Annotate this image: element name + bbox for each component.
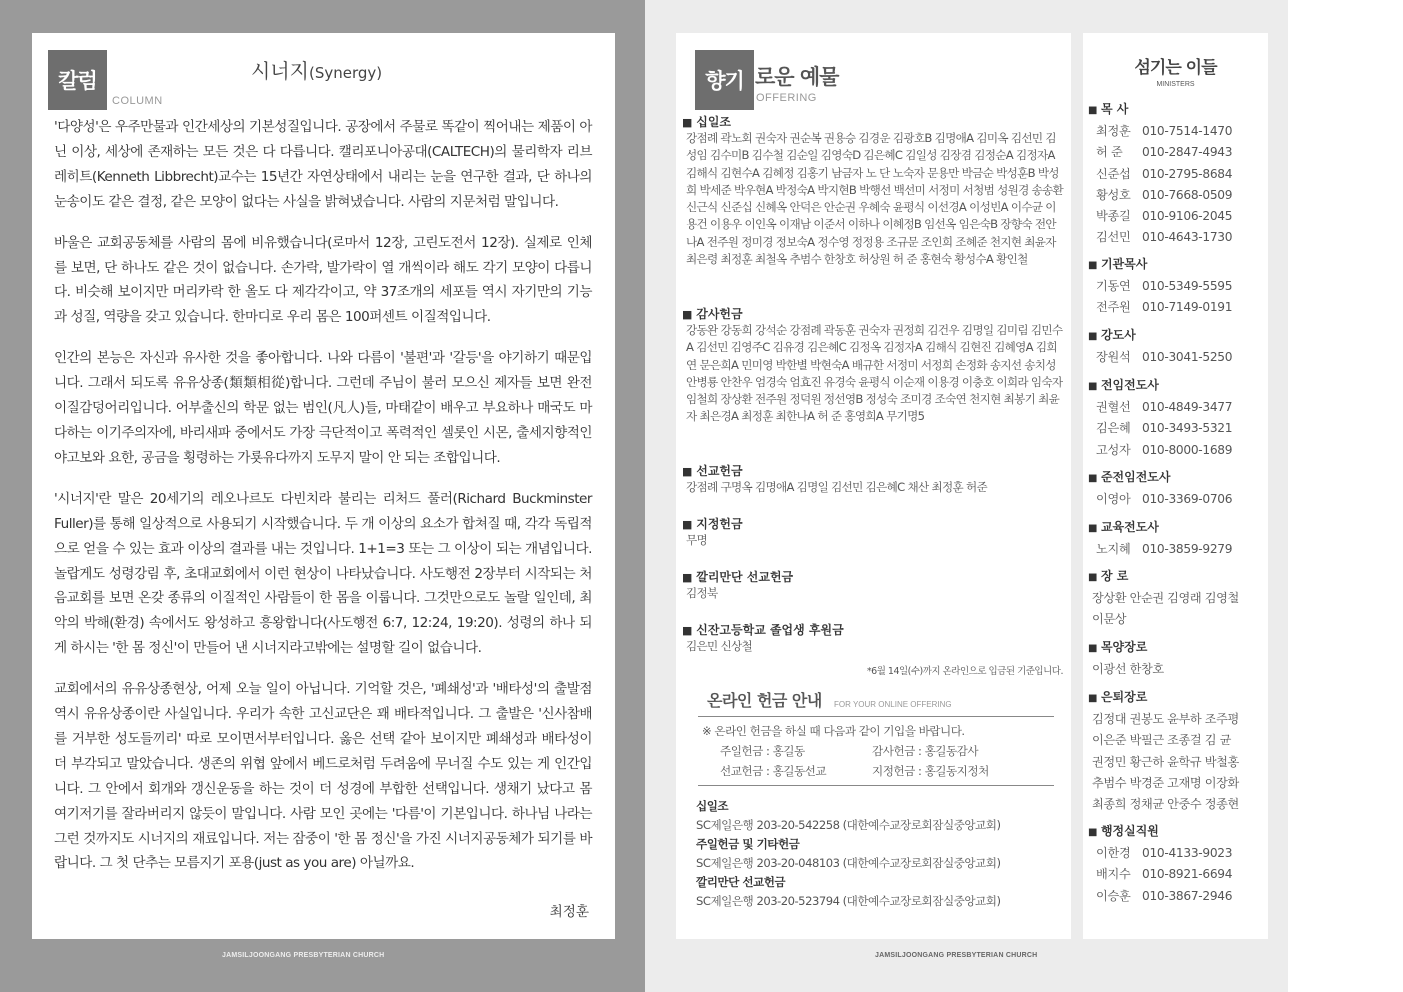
offering-section-tithe <box>682 113 1066 268</box>
example-row <box>720 761 1040 781</box>
minister-phone: 010-4643-1730 <box>1142 230 1233 245</box>
column-author: 최정훈 <box>549 904 589 920</box>
column-paragraph: 인간의 본능은 자신과 유사한 것을 좋아합니다. 나와 다름이 '불편'과 '갈등'을 야기하기 때문입니다. 그래서 되도록 유유상종(類類相從)합니다. 그런데 주님이 불러 모으신 제자들 보면 완전 이질감덩어리입니다. 어부출신의 학문 없는 범인(凡人)들, 마태같이 배우고 부요하나 매국도 마다하는 이기주의자에, 바리새파 중에서도 가장 극단적이고 폭력적인 셀롯인 시몬, 출세지향적인 야고보와 요한, 공금을 횡령하는 가룟유다까지 도무지 말이 안 되는 조합입니다. <box>54 350 592 466</box>
offering-label: 향기 <box>695 50 754 110</box>
minister-name: 장원석 <box>1096 350 1131 364</box>
minister-name: 고성자 <box>1096 442 1131 457</box>
minister-name: 최정훈 <box>1096 124 1131 138</box>
minister-row <box>1088 886 1263 907</box>
offering-title-rest: 로운 예물 <box>755 65 839 89</box>
online-offering-title: 온라인 헌금 안내 <box>707 691 822 710</box>
ministers-section-head: ■ 목 사 <box>1088 99 1263 121</box>
footer-church-name-right: JAMSILJOONGANG PRESBYTERIAN CHURCH <box>875 952 1038 959</box>
example-item: 주일헌금 : 홍길동 <box>720 744 805 758</box>
minister-phone: 010-3369-0706 <box>1142 492 1233 506</box>
ministers-section-institution <box>1088 254 1263 319</box>
minister-row <box>1088 864 1263 885</box>
minister-phone: 010-7149-0191 <box>1142 300 1233 315</box>
example-row <box>720 741 1040 761</box>
online-offering-examples <box>720 741 1040 781</box>
account-line: SC제일은행 203-20-048103 (대한예수교장로회잠실중앙교회) <box>696 856 1001 870</box>
column-title-ko: 시너지 <box>251 59 309 83</box>
offering-names: 강동완 강동희 강석순 강점례 곽동훈 권숙자 권정희 김건우 김명일 김미림 김민수A 김선민 김영주C 김유경 김은혜C 김정옥 김정자A 김해식 김현진 김혜영A 김희연 문은희A 민미영 박한별 박현숙A 배규한 서정미 서정희 손정화 송지선 송치성 안병룡 안찬우 엄경숙 엄효진 유경숙 윤평식 이순재 이용경 이충호 이희라 임숙자 임철희 장상환 전주원 정덕원 정선영B 정성숙 조미경 조숙연 천지현 최봉기 최윤자 최은경A 최정훈 최한나A 허 준 홍영희A 무기명5 <box>686 323 1063 424</box>
minister-phone: 010-3493-5321 <box>1142 421 1233 436</box>
ministers-section-education <box>1088 517 1263 560</box>
offering-section-head: ■ 십일조 <box>682 113 1066 130</box>
minister-name: 이승훈 <box>1096 888 1131 903</box>
ministers-section-head: ■ 기관목사 <box>1088 254 1263 276</box>
ministers-section-shepherd-elders <box>1088 637 1263 680</box>
minister-phone: 010-8921-6694 <box>1142 867 1233 882</box>
minister-name: 노지혜 <box>1096 542 1131 556</box>
minister-row <box>1088 206 1263 227</box>
example-item: 지정헌금 : 홍길동지정처 <box>872 764 989 778</box>
minister-row <box>1088 297 1263 318</box>
minister-row <box>1088 489 1263 510</box>
minister-name: 신준섭 <box>1096 166 1131 181</box>
offering-label-sub: OFFERING <box>756 92 817 104</box>
elder-names: 장상환 안순권 김영래 김영철 <box>1092 591 1239 605</box>
minister-row <box>1088 164 1263 185</box>
elder-names: 이은준 박필근 조종걸 김 균 <box>1092 733 1232 748</box>
minister-phone: 010-5349-5595 <box>1142 279 1233 293</box>
column-paragraph: 교회에서의 유유상종현상, 어제 오늘 일이 아닙니다. 기억할 것은, '폐쇄성'과 '배타성'의 출발점 역시 유유상종이란 사실입니다. 우리가 속한 고신교단은 꽤 배타적입니다. 그 출발은 '신사참배를 거부한 성도들끼리' 따로 모이면서부터입니다. 옳은 선택 같아 보이지만 폐쇄성과 배타성이 더 부각되고 말았습니다. 생존의 위협 앞에서 베드로처럼 두려움에 무너질 수도 있는 게 인간입니다. 그 안에서 회개와 갱신운동을 하는 것이 더 성경에 부합한 선택입니다. 생채기 났다고 몸 여기저기를 잘라버리지 않듯이 말입니다. 사람 모인 곳에는 '다름'이 기본입니다. 하나님 나라는 그런 것까지도 시너지의 재료입니다. 저는 잠중이 '한 몸 정신'을 가진 시너지공동체가 되기를 바랍니다. 그 첫 단추는 모름지기 포용(just as you are) 아닐까요. <box>54 681 592 872</box>
column-label-sub: COLUMN <box>112 95 163 107</box>
ministers-section-head: ■ 교육전도사 <box>1088 517 1263 539</box>
offering-section-head: ■ 깔리만단 선교헌금 <box>682 568 1066 585</box>
account-kalimantan <box>696 873 1000 911</box>
offering-section-head: ■ 신잔고등학교 졸업생 후원금 <box>682 621 1066 638</box>
ministers-section-preacher <box>1088 325 1263 368</box>
minister-row <box>1088 347 1263 368</box>
minister-name: 허 준 <box>1096 145 1123 160</box>
minister-row <box>1088 227 1263 248</box>
minister-name: 기동연 <box>1096 279 1131 293</box>
minister-phone: 010-7514-1470 <box>1142 124 1233 138</box>
ministers-section-head: ■ 강도사 <box>1088 325 1263 347</box>
ministers-section-pastors <box>1088 99 1263 249</box>
account-line: SC제일은행 203-20-523794 (대한예수교장로회잠실중앙교회) <box>696 894 1001 908</box>
online-offering-subtitle: FOR YOUR ONLINE OFFERING <box>834 700 952 709</box>
online-offering-desc: ※ 온라인 헌금을 하실 때 다음과 같이 기입을 바랍니다. <box>702 724 965 738</box>
minister-name: 배지수 <box>1096 867 1131 882</box>
divider <box>698 716 1054 717</box>
account-head: 십일조 <box>696 799 729 813</box>
account-head: 깔리만단 선교헌금 <box>696 875 786 889</box>
minister-phone: 010-8000-1689 <box>1142 442 1233 457</box>
offering-section-head: ■ 감사헌금 <box>682 305 1066 322</box>
example-item: 선교헌금 : 홍길동선교 <box>720 764 827 778</box>
elder-names: 추범수 박경준 고재명 이장화 <box>1092 775 1239 790</box>
ministers-section-head: ■ 장 로 <box>1088 566 1263 588</box>
ministers-section-semi-fulltime <box>1088 467 1263 510</box>
offering-section-head: ■ 지정헌금 <box>682 515 1066 532</box>
offering-section-mission <box>682 462 1066 496</box>
minister-row <box>1088 142 1263 163</box>
minister-name: 이한경 <box>1096 846 1131 860</box>
ministers-section-retired-elders <box>1088 687 1263 815</box>
offering-section-kalimantan <box>682 568 1066 602</box>
ministers-subtitle: MINISTERS <box>1156 81 1195 88</box>
minister-phone: 010-2795-8684 <box>1142 166 1233 181</box>
column-paragraph: '다양성'은 우주만물과 인간세상의 기본성질입니다. 공장에서 주물로 똑같이 찍어내는 제품이 아닌 이상, 세상에 존재하는 모든 것은 다 다릅니다. 캘리포니아공대(CALTECH)의 물리학자 리브레히트(Kenneth Libbrecht)교수는 15년간 자연상태에서 내리는 눈을 연구한 결과, 단 하나의 눈송이도 같은 결정, 같은 모양이 없다는 사실을 밝혀냈습니다. 사람의 지문처럼 말입니다. <box>54 119 592 210</box>
column-label: 칼럼 <box>48 50 107 110</box>
elder-names: 최종희 정채균 안중수 정종현 <box>1092 797 1239 812</box>
minister-name: 박종길 <box>1096 209 1131 224</box>
elder-names: 권정민 황근하 윤학규 박철홍 <box>1092 754 1239 769</box>
account-tithe <box>696 797 1000 835</box>
minister-phone: 010-4849-3477 <box>1142 400 1233 414</box>
minister-name: 황성호 <box>1096 187 1131 202</box>
minister-phone: 010-4133-9023 <box>1142 846 1233 860</box>
offering-panel <box>676 33 1071 939</box>
column-panel <box>32 33 615 939</box>
minister-name: 권혈선 <box>1096 400 1131 414</box>
offering-section-alumni <box>682 621 1066 655</box>
offering-names: 강점례 구명옥 김명애A 김명일 김선민 김은혜C 채산 최정훈 허준 <box>686 480 987 494</box>
elder-names: 이광선 한창호 <box>1092 662 1164 676</box>
account-head: 주일헌금 및 기타헌금 <box>696 837 800 851</box>
column-paragraph: 바울은 교회공동체를 사람의 몸에 비유했습니다(로마서 12장, 고린도전서 12장). 실제로 인체를 보면, 단 하나도 같은 것이 없습니다. 손가락, 발가락이 열 개씩이라 해도 각기 모양이 다릅니다. 비슷해 보이지만 머리카락 한 올도 다 제각각이고, 약 37조개의 세포들 역시 자기만의 기능과 성질, 역량을 갖고 있습니다. 한마디로 우리 몸은 100퍼센트 이질적입니다. <box>54 234 592 326</box>
offering-names: 김정북 <box>686 586 718 600</box>
ministers-section-fulltime <box>1088 375 1263 461</box>
offering-names: 김은민 신상철 <box>686 639 752 653</box>
account-sunday <box>696 835 1000 873</box>
elder-names: 김정대 권봉도 윤부하 조주평 <box>1092 712 1239 726</box>
account-line: SC제일은행 203-20-542258 (대한예수교장로회잠실중앙교회) <box>696 818 1001 832</box>
ministers-section-elders <box>1088 566 1263 631</box>
offering-note: *6월 14일(수)까지 온라인으로 입금된 기준입니다. <box>866 666 1063 677</box>
ministers-section-head: ■ 전임전도사 <box>1088 375 1263 397</box>
minister-phone: 010-7668-0509 <box>1142 187 1233 202</box>
minister-phone: 010-3859-9279 <box>1142 542 1233 556</box>
offering-names: 무명 <box>686 533 707 547</box>
minister-row <box>1088 121 1263 142</box>
minister-name: 이영아 <box>1096 492 1131 506</box>
column-title <box>251 55 382 84</box>
margin-area <box>1288 0 1403 992</box>
column-paragraph: '시너지'란 말은 20세기의 레오나르도 다빈치라 불리는 리처드 풀러(Richard Buckminster Fuller)를 통해 일상적으로 사용되기 시작했습니다. 두 개 이상의 요소가 합쳐질 때, 각각 독립적으로 얻을 수 있는 효과 이상의 결과를 내는 것입니다. 1+1=3 또는 그 이상이 되는 개념입니다. 놀랍게도 성령강림 후, 초대교회에서 이런 현상이 나타났습니다. 사도행전 2장부터 시작되는 처음교회를 보면 온갖 종류의 이질적인 사람들이 한 몸을 이룹니다. 그것만으로도 놀랄 일인데, 최악의 박해(환경) 속에서도 왕성하고 흥왕합니다(사도행전 6:7, 12:24, 19:20). 성령의 하나 되게 하시는 '한 몸 정신'이 만들어 낸 시너지라고밖에는 설명할 길이 없습니다. <box>54 490 592 657</box>
minister-name: 전주원 <box>1096 300 1131 315</box>
minister-row <box>1088 276 1263 297</box>
minister-phone: 010-3867-2946 <box>1142 888 1233 903</box>
ministers-section-head: ■ 행정실직원 <box>1088 821 1263 843</box>
offering-section-thanks <box>682 305 1066 426</box>
column-body <box>54 115 592 892</box>
minister-name: 김선민 <box>1096 230 1131 245</box>
offering-names: 강점례 곽노회 권숙자 권순복 권용승 김경운 김광호B 김명애A 김미옥 김선민 김성임 김수미B 김수철 김순일 김영숙D 김은혜C 김일성 김장겸 김정순A 김정자A 김해식 김현수A 김혜정 김홍기 남금자 노 단 노숙자 문용만 박금순 박성훈B 박성희 박세준 박우현A 박정숙A 박지현B 박행선 백선미 서정미 서청범 성원경 송송환 신근식 신준십 신혜옥 안덕은 안순권 우혜숙 윤평식 이선경A 이성빈A 이수균 이용건 이용우 이인옥 이재남 이준서 이하나 이혜정B 임선옥 임은숙B 장향숙 전안나A 전주원 정미경 정보숙A 정수영 정정용 조규문 조인희 조혜준 천지현 최윤자 최은령 최정훈 최철옥 추범수 한창호 허상원 허 준 홍현숙 황성수A 황인철 <box>686 131 1064 267</box>
column-title-en: (Synergy) <box>308 64 383 82</box>
footer-church-name-left: JAMSILJOONGANG PRESBYTERIAN CHURCH <box>222 952 385 959</box>
offering-section-head: ■ 선교헌금 <box>682 462 1066 479</box>
minister-name: 김은혜 <box>1096 421 1131 436</box>
divider <box>698 785 1054 786</box>
minister-phone: 010-2847-4943 <box>1142 145 1233 160</box>
minister-row <box>1088 397 1263 418</box>
ministers-section-head: ■ 목양장로 <box>1088 637 1263 659</box>
minister-row <box>1088 843 1263 864</box>
minister-row <box>1088 418 1263 439</box>
ministers-section-head: ■ 은퇴장로 <box>1088 687 1263 709</box>
minister-row <box>1088 185 1263 206</box>
ministers-section-head: ■ 준전임전도사 <box>1088 467 1263 489</box>
offering-section-designated <box>682 515 1066 549</box>
minister-row <box>1088 539 1263 560</box>
ministers-section-staff <box>1088 821 1263 907</box>
minister-phone: 010-9106-2045 <box>1142 209 1233 224</box>
ministers-panel <box>1083 33 1268 939</box>
minister-row <box>1088 440 1263 461</box>
ministers-title: 섬기는 이들 <box>1134 58 1217 78</box>
elder-names: 이문상 <box>1092 612 1127 627</box>
minister-phone: 010-3041-5250 <box>1142 350 1233 364</box>
example-item: 감사헌금 : 홍길동감사 <box>872 744 979 758</box>
